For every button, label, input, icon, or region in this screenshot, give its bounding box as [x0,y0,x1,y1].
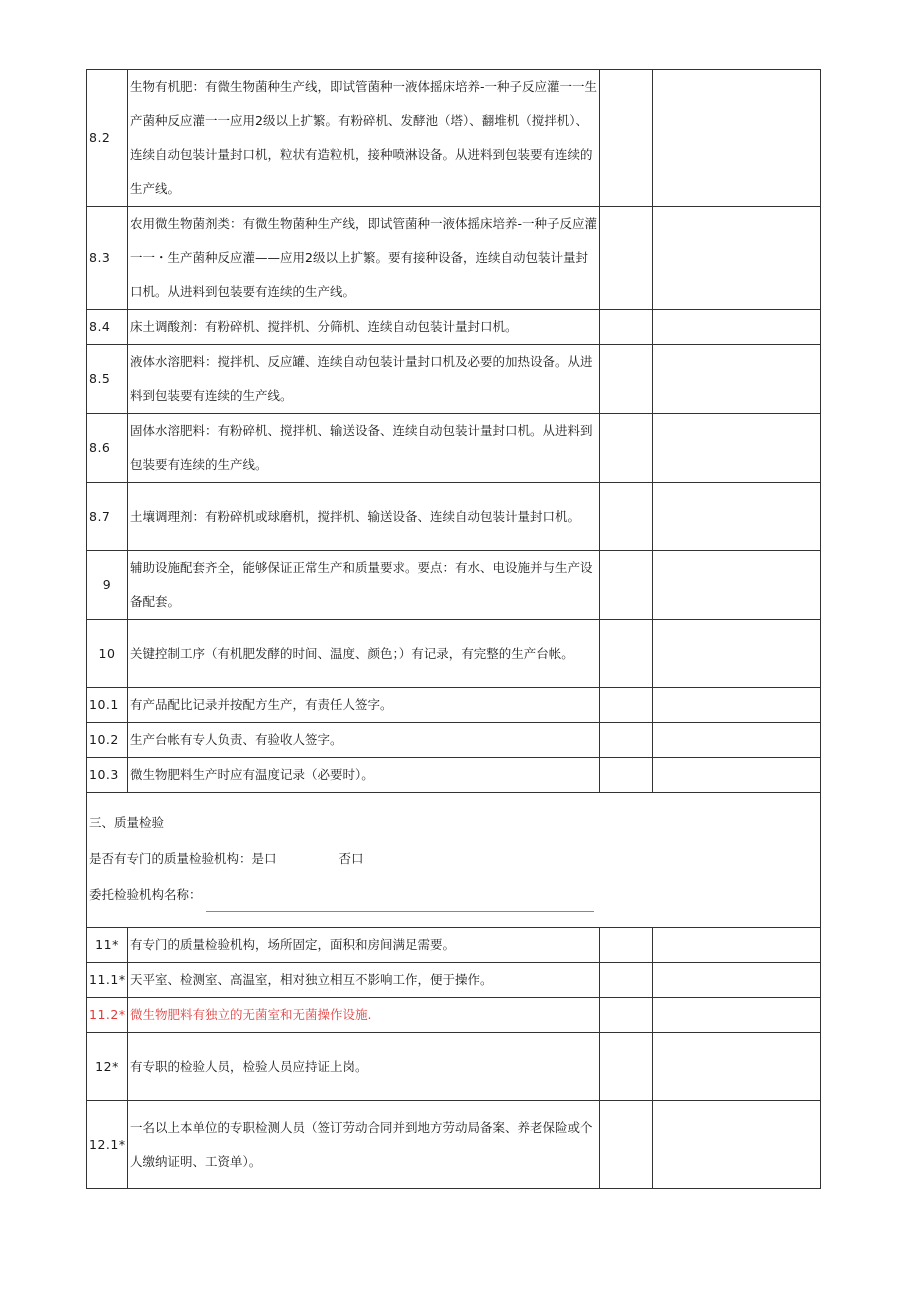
check-cell[interactable] [600,207,653,310]
remark-cell[interactable] [653,758,821,793]
item-number: 8.3 [87,207,128,310]
check-cell[interactable] [600,998,653,1033]
remark-cell[interactable] [653,483,821,551]
remark-cell[interactable] [653,345,821,414]
item-number: 8.4 [87,310,128,345]
check-cell[interactable] [600,723,653,758]
delegate-label: 委托检验机构名称： [89,887,202,902]
table-row [87,207,821,310]
item-number: 12* [87,1033,128,1101]
check-cell[interactable] [600,688,653,723]
check-cell[interactable] [600,345,653,414]
remark-cell[interactable] [653,723,821,758]
item-number: 10 [87,620,128,688]
delegate-agency-input[interactable] [206,891,594,912]
check-cell[interactable] [600,928,653,963]
item-number: 9 [87,551,128,620]
remark-cell[interactable] [653,207,821,310]
check-cell[interactable] [600,551,653,620]
table-row [87,1101,821,1189]
check-cell[interactable] [600,414,653,483]
item-number: 8.2 [87,70,128,207]
item-text: 天平室、检测室、高温室，相对独立相互不影响工作，便于操作。 [128,963,600,998]
table-row [87,963,821,998]
table-row [87,414,821,483]
table-row [87,758,821,793]
table-row [87,688,821,723]
item-number: 8.5 [87,345,128,414]
item-number: 11* [87,928,128,963]
remark-cell[interactable] [653,620,821,688]
question-label[interactable]: 是否有专门的质量检验机构：是口 [89,851,277,866]
item-text: 固体水溶肥料：有粉碎机、搅拌机、输送设备、连续自动包装计量封口机。从进料到包装要有连续的生产线。 [128,414,600,483]
quality-section-cell [87,793,821,928]
remark-cell[interactable] [653,928,821,963]
remark-cell[interactable] [653,1101,821,1189]
table-row [87,345,821,414]
item-text: 土壤调理剂：有粉碎机或球磨机，搅拌机、输送设备、连续自动包装计量封口机。 [128,483,600,551]
item-text: 有专职的检验人员，检验人员应持证上岗。 [128,1033,600,1101]
table-row [87,551,821,620]
item-text: 生产台帐有专人负责、有验收人签字。 [128,723,600,758]
quality-section [87,793,821,928]
remark-cell[interactable] [653,1033,821,1101]
check-cell[interactable] [600,310,653,345]
remark-cell[interactable] [653,998,821,1033]
inspection-table [86,69,821,1189]
check-cell[interactable] [600,483,653,551]
table-row [87,310,821,345]
quality-agency-question [89,842,818,878]
no-option[interactable]: 否口 [338,851,364,866]
check-cell[interactable] [600,963,653,998]
check-cell[interactable] [600,1033,653,1101]
item-number: 11.1* [87,963,128,998]
check-cell[interactable] [600,758,653,793]
table-row [87,620,821,688]
check-cell[interactable] [600,620,653,688]
item-text: 微生物肥料有独立的无菌室和无菌操作设施. [128,998,600,1033]
section-title: 三、质量检验 [89,815,165,830]
item-number: 10.2 [87,723,128,758]
item-text: 有产品配比记录并按配方生产，有责任人签字。 [128,688,600,723]
check-cell[interactable] [600,1101,653,1189]
item-number: 11.2* [87,998,128,1033]
item-text: 床土调酸剂：有粉碎机、搅拌机、分筛机、连续自动包装计量封口机。 [128,310,600,345]
table-row [87,998,821,1033]
remark-cell[interactable] [653,551,821,620]
item-number: 10.3 [87,758,128,793]
item-number: 10.1 [87,688,128,723]
item-text: 农用微生物菌剂类：有微生物菌种生产线，即试管菌种一液体摇床培养-一种子反应灌一一・生产菌种反应灌——应用2级以上扩繁。要有接种设备，连续自动包装计量封口机。从进料到包装要有连续的生产线。 [128,207,600,310]
table-row [87,1033,821,1101]
item-text: 辅助设施配套齐全，能够保证正常生产和质量要求。要点：有水、电设施并与生产设备配套。 [128,551,600,620]
check-cell[interactable] [600,70,653,207]
item-text: 一名以上本单位的专职检测人员（签订劳动合同并到地方劳动局备案、养老保险或个人缴纳证明、工资单）。 [128,1101,600,1189]
table-row [87,723,821,758]
remark-cell[interactable] [653,70,821,207]
item-number: 8.7 [87,483,128,551]
item-text: 生物有机肥：有微生物菌种生产线，即试管菌种一液体摇床培养-一种子反应灌一一生产菌种反应灌一一应用2级以上扩繁。有粉碎机、发酵池（塔）、翻堆机（搅拌机）、连续自动包装计量封口机，粒状有造粒机，接种喷淋设备。从进料到包装要有连续的生产线。 [128,70,600,207]
remark-cell[interactable] [653,688,821,723]
table-row [87,928,821,963]
delegate-agency-line [89,878,818,914]
item-text: 液体水溶肥料：搅拌机、反应罐、连续自动包装计量封口机及必要的加热设备。从进料到包装要有连续的生产线。 [128,345,600,414]
table-row [87,70,821,207]
item-number: 12.1* [87,1101,128,1189]
item-text: 微生物肥料生产时应有温度记录（必要时）。 [128,758,600,793]
item-text: 有专门的质量检验机构，场所固定，面积和房间满足需要。 [128,928,600,963]
item-text: 关键控制工序（有机肥发酵的时间、温度、颜色；）有记录，有完整的生产台帐。 [128,620,600,688]
item-number: 8.6 [87,414,128,483]
remark-cell[interactable] [653,414,821,483]
remark-cell[interactable] [653,310,821,345]
table-row [87,483,821,551]
remark-cell[interactable] [653,963,821,998]
